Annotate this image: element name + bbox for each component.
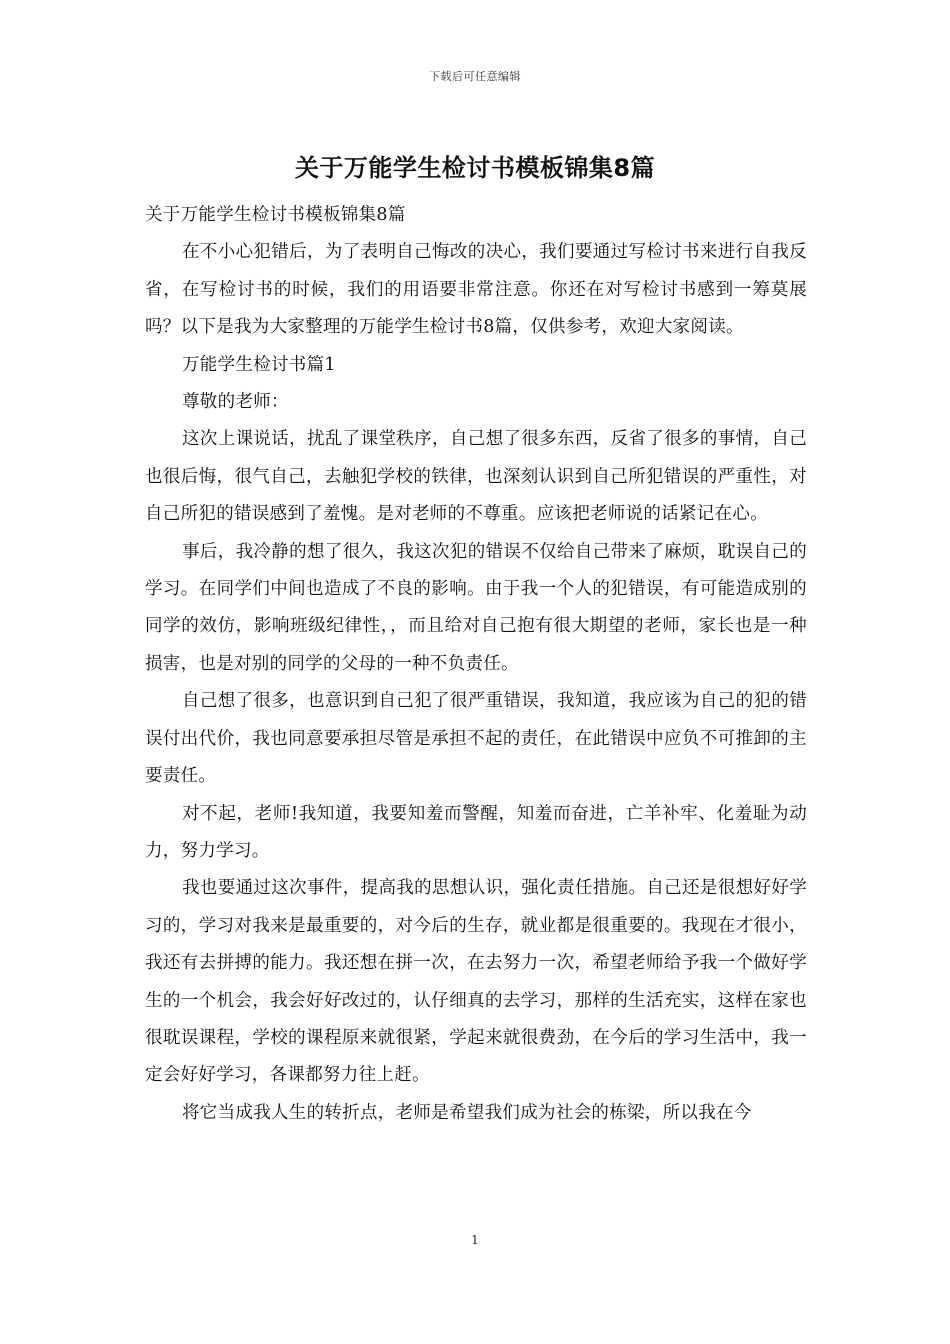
- section-heading: 万能学生检讨书篇1: [182, 354, 336, 375]
- document-body: [145, 197, 807, 1132]
- paragraph-3: 自己想了很多，也意识到自己犯了很严重错误，我知道，我应该为自己的犯的错误付出代价，我也同意要承担尽管是承担不起的责任，在此错误中应负不可推卸的主要责任。: [145, 691, 807, 787]
- header-note: 下载后可任意编辑: [429, 70, 521, 83]
- paragraph-1: 这次上课说话，扰乱了课堂秩序，自己想了很多东西，反省了很多的事情，自己也很后悔，很气自己，去触犯学校的铁律，也深刻认识到自己所犯错误的严重性，对自己所犯的错误感到了羞愧。是对老师的不尊重。应该把老师说的话紧记在心。: [145, 429, 807, 525]
- paragraph-5: 我也要通过这次事件，提高我的思想认识，强化责任措施。自己还是很想好好学习的，学习对我来是最重要的，对今后的生存，就业都是很重要的。我现在才很小，我还有去拼搏的能力。我还想在拼一次，在去努力一次，希望老师给予我一个做好学生的一个机会，我会好好改过的，认仔细真的去学习，那样的生活充实，这样在家也很耽误课程，学校的课程原来就很紧，学起来就很费劲，在今后的学习生活中，我一定会好好学习，各课都努力往上赶。: [145, 878, 807, 1086]
- paragraph-6: 将它当成我人生的转折点，老师是希望我们成为社会的栋梁，所以我在今: [182, 1102, 752, 1123]
- salutation: 尊敬的老师：: [182, 392, 289, 413]
- subtitle-line: 关于万能学生检讨书模板锦集8篇: [145, 205, 406, 225]
- document-title: 关于万能学生检讨书模板锦集8篇: [294, 154, 656, 182]
- intro-paragraph: 在不小心犯错后，为了表明自己悔改的决心，我们要通过写检讨书来进行自我反省，在写检讨书的时候，我们的用语要非常注意。你还在对写检讨书感到一筹莫展吗？以下是我为大家整理的万能学生检讨书8篇，仅供参考，欢迎大家阅读。: [145, 242, 807, 338]
- paragraph-4: 对不起，老师!我知道，我要知羞而警醒，知羞而奋进，亡羊补牢、化羞耻为动力，努力学习。: [145, 803, 807, 861]
- paragraph-2: 事后，我冷静的想了很久，我这次犯的错误不仅给自己带来了麻烦，耽误自己的学习。在同学们中间也造成了不良的影响。由于我一个人的犯错误，有可能造成别的同学的效仿，影响班级纪律性，，而且给对自己抱有很大期望的老师，家长也是一种损害，也是对别的同学的父母的一种不负责任。: [145, 541, 807, 674]
- page-number: 1: [471, 1233, 479, 1247]
